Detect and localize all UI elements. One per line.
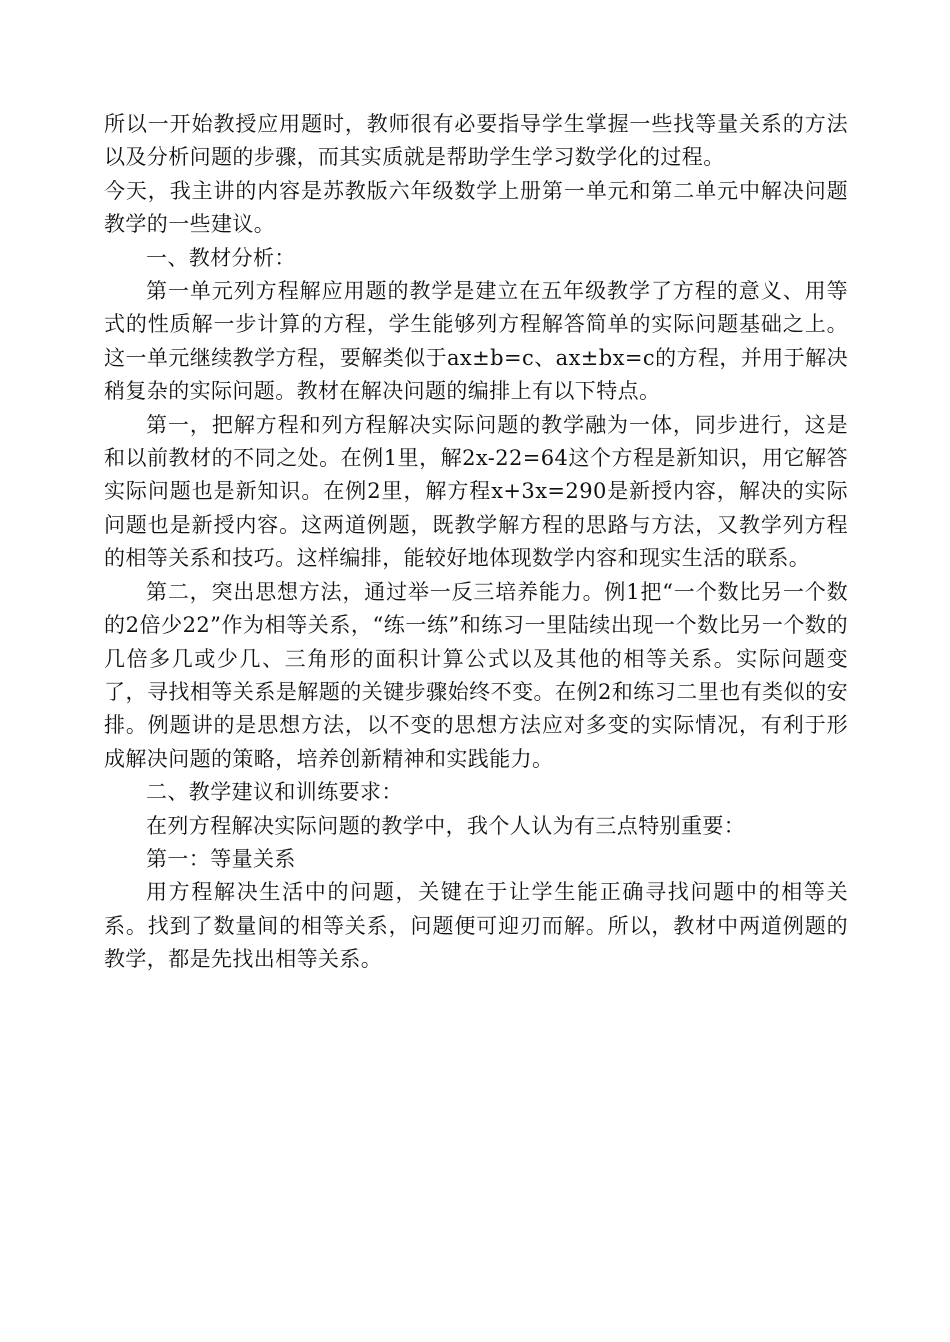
paragraph-unit-one: 第一单元列方程解应用题的教学是建立在五年级教学了方程的意义、用等式的性质解一步计算的方程，学生能够列方程解答简单的实际问题基础之上。这一单元继续教学方程，要解类似于ax±b=c、ax±bx=c的方程，并用于解决稍复杂的实际问题。教材在解决问题的编排上有以下特点。 <box>104 279 848 404</box>
paragraph-feature-two: 第二，突出思想方法，通过举一反三培养能力。例1把“一个数比另一个数的2倍少22”作为相等关系，“练一练”和练习一里陆续出现一个数比另一个数的几倍多几或少几、三角形的面积计算公式以及其他的相等关系。实际问题变了，寻找相等关系是解题的关键步骤始终不变。在例2和练习二里也有类似的安排。例题讲的是思想方法，以不变的思想方法应对多变的实际情况，有利于形成解决问题的策略，培养创新精神和实践能力。 <box>104 579 848 771</box>
heading-textbook-analysis: 一、教材分析： <box>146 245 296 270</box>
heading-equal-relation: 第一：等量关系 <box>146 846 296 871</box>
paragraph-intro-continuation: 所以一开始教授应用题时，教师很有必要指导学生掌握一些找等量关系的方法以及分析问题的步骤，而其实质就是帮助学生学习数学化的过程。 <box>104 112 848 170</box>
paragraph-feature-one: 第一，把解方程和列方程解决实际问题的教学融为一体，同步进行，这是和以前教材的不同之处。在例1里，解2x-22=64这个方程是新知识，用它解答实际问题也是新知识。在例2里，解方程x+3x=290是新授内容，解决的实际问题也是新授内容。这两道例题，既教学解方程的思路与方法，又教学列方程的相等关系和技巧。这样编排，能较好地体现数学内容和现实生活的联系。 <box>104 412 848 571</box>
paragraph-three-points: 在列方程解决实际问题的教学中，我个人认为有三点特别重要： <box>146 813 746 838</box>
heading-teaching-suggestions: 二、教学建议和训练要求： <box>146 780 403 805</box>
paragraph-today-topic: 今天，我主讲的内容是苏教版六年级数学上册第一单元和第二单元中解决问题教学的一些建议。 <box>104 178 848 237</box>
document-body <box>104 108 848 977</box>
paragraph-equal-relation: 用方程解决生活中的问题，关键在于让学生能正确寻找问题中的相等关系。找到了数量间的相等关系，问题便可迎刃而解。所以，教材中两道例题的教学，都是先找出相等关系。 <box>104 880 848 972</box>
